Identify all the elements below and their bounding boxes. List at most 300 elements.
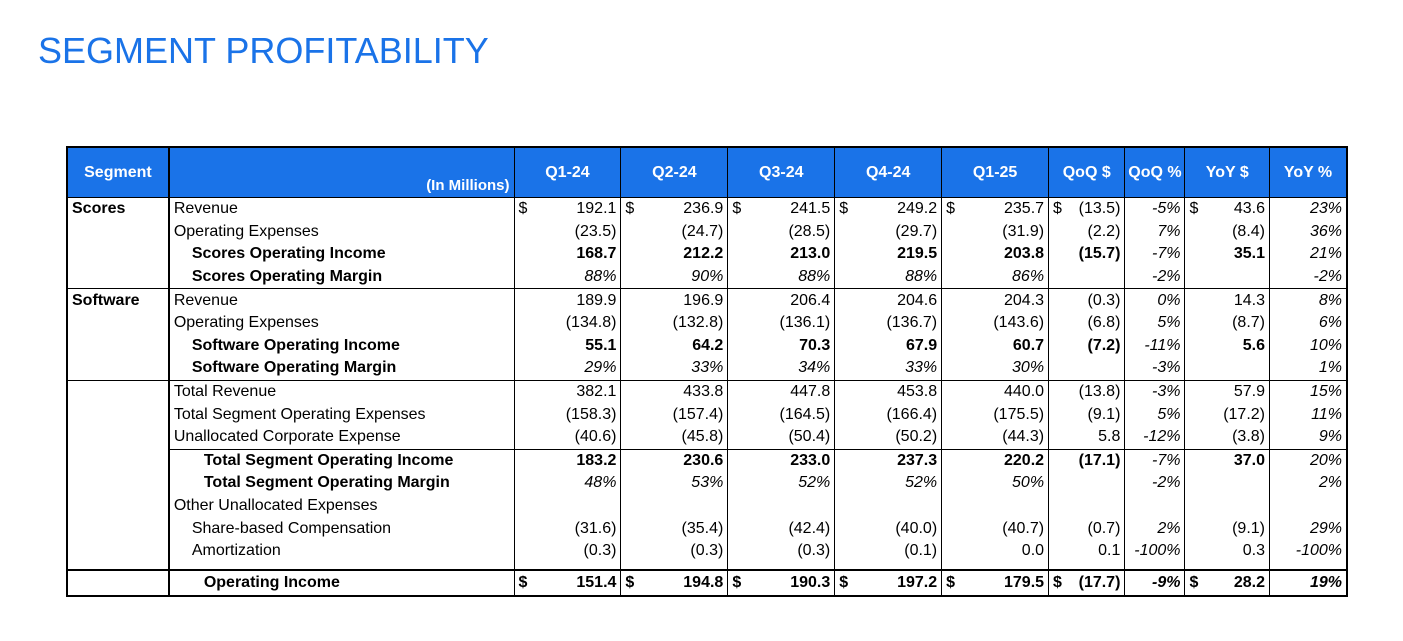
cell-q2-24 bbox=[621, 221, 728, 244]
cell-q1-25 bbox=[942, 570, 1049, 596]
table-row bbox=[67, 570, 1347, 596]
currency-symbol: $ bbox=[839, 573, 849, 591]
cell-q1-24 bbox=[514, 198, 621, 221]
cell-qoq-pct bbox=[1125, 403, 1185, 426]
cell-q1-25 bbox=[942, 357, 1049, 380]
cell-qoq-dollar bbox=[1049, 495, 1125, 518]
cell-qoq-dollar bbox=[1049, 289, 1125, 312]
cell-q3-24 bbox=[728, 426, 835, 449]
cell-value: 86% bbox=[1012, 268, 1045, 286]
cell-q4-24 bbox=[835, 221, 942, 244]
cell-yoy-pct bbox=[1270, 495, 1348, 518]
cell-qoq-dollar bbox=[1049, 517, 1125, 540]
cell-q1-25 bbox=[942, 426, 1049, 449]
cell-q2-24 bbox=[621, 289, 728, 312]
cell-q1-25 bbox=[942, 472, 1049, 495]
cell-q4-24 bbox=[835, 426, 942, 449]
cell-yoy-dollar bbox=[1185, 495, 1270, 518]
cell-value: (134.8) bbox=[565, 314, 617, 332]
cell-value: 440.0 bbox=[1004, 383, 1045, 401]
cell-value: (6.8) bbox=[1087, 314, 1121, 332]
cell-qoq-dollar bbox=[1049, 312, 1125, 335]
cell-q1-25 bbox=[942, 563, 1049, 570]
table-row bbox=[67, 495, 1347, 518]
cell-value: (40.6) bbox=[574, 428, 617, 446]
cell-q4-24 bbox=[835, 335, 942, 358]
cell-value: 57.9 bbox=[1233, 383, 1265, 401]
cell-value: (143.6) bbox=[993, 314, 1045, 332]
cell-value: 21% bbox=[1309, 245, 1342, 263]
header-qoq-dollar: QoQ $ bbox=[1049, 147, 1125, 198]
segment-cell bbox=[67, 472, 169, 495]
cell-qoq-dollar bbox=[1049, 335, 1125, 358]
currency-symbol: $ bbox=[625, 200, 635, 218]
cell-value: (23.5) bbox=[574, 222, 617, 240]
cell-qoq-pct bbox=[1125, 426, 1185, 449]
cell-qoq-pct bbox=[1125, 335, 1185, 358]
currency-symbol: $ bbox=[946, 200, 956, 218]
cell-qoq-pct bbox=[1125, 472, 1185, 495]
cell-q3-24 bbox=[728, 563, 835, 570]
cell-qoq-dollar bbox=[1049, 266, 1125, 289]
cell-value: 35.1 bbox=[1233, 245, 1265, 263]
cell-q2-24 bbox=[621, 540, 728, 563]
cell-yoy-pct bbox=[1270, 472, 1348, 495]
cell-value: 6% bbox=[1318, 314, 1342, 332]
cell-value: (8.7) bbox=[1232, 314, 1265, 332]
cell-value: 213.0 bbox=[790, 245, 831, 263]
cell-value: 241.5 bbox=[790, 200, 831, 218]
cell-value: (166.4) bbox=[886, 405, 938, 423]
cell-q1-24 bbox=[514, 449, 621, 472]
cell-yoy-dollar bbox=[1185, 266, 1270, 289]
header-row bbox=[67, 147, 1347, 198]
cell-value: (0.7) bbox=[1087, 519, 1121, 537]
cell-value: 382.1 bbox=[576, 383, 617, 401]
cell-value: (40.7) bbox=[1002, 519, 1045, 537]
cell-value: 2% bbox=[1157, 519, 1181, 537]
row-label: Scores Operating Income bbox=[169, 243, 514, 266]
cell-value: 10% bbox=[1309, 336, 1342, 354]
cell-value: 192.1 bbox=[576, 200, 617, 218]
cell-q2-24 bbox=[621, 426, 728, 449]
cell-value: (0.3) bbox=[690, 542, 724, 560]
cell-qoq-pct bbox=[1125, 449, 1185, 472]
cell-value: 2% bbox=[1318, 474, 1342, 492]
cell-value: -3% bbox=[1152, 359, 1181, 377]
cell-value: 28.2 bbox=[1233, 573, 1265, 591]
cell-q1-24 bbox=[514, 426, 621, 449]
cell-value: -12% bbox=[1143, 428, 1181, 446]
cell-value: -2% bbox=[1152, 268, 1181, 286]
row-label: Share-based Compensation bbox=[169, 517, 514, 540]
cell-value: (40.0) bbox=[895, 519, 938, 537]
row-label: Total Segment Operating Margin bbox=[169, 472, 514, 495]
cell-value: 0.0 bbox=[1021, 542, 1045, 560]
cell-qoq-dollar bbox=[1049, 472, 1125, 495]
cell-qoq-pct bbox=[1125, 495, 1185, 518]
cell-yoy-pct bbox=[1270, 335, 1348, 358]
cell-q4-24 bbox=[835, 312, 942, 335]
cell-value: (164.5) bbox=[779, 405, 831, 423]
cell-value: (35.4) bbox=[681, 519, 724, 537]
cell-value: 190.3 bbox=[790, 573, 831, 591]
table-row bbox=[67, 540, 1347, 563]
cell-qoq-dollar bbox=[1049, 243, 1125, 266]
currency-symbol: $ bbox=[839, 200, 849, 218]
cell-q1-25 bbox=[942, 221, 1049, 244]
cell-value: 19% bbox=[1309, 573, 1342, 591]
cell-q2-24 bbox=[621, 570, 728, 596]
segment-cell bbox=[67, 449, 169, 472]
cell-value: 206.4 bbox=[790, 291, 831, 309]
page-title: SEGMENT PROFITABILITY bbox=[38, 30, 489, 71]
cell-value: -100% bbox=[1134, 542, 1181, 560]
cell-q4-24 bbox=[835, 517, 942, 540]
cell-value: (17.1) bbox=[1078, 451, 1121, 469]
cell-q1-25 bbox=[942, 335, 1049, 358]
cell-yoy-dollar bbox=[1185, 221, 1270, 244]
currency-symbol: $ bbox=[1053, 573, 1062, 591]
cell-q4-24 bbox=[835, 472, 942, 495]
cell-q1-24 bbox=[514, 357, 621, 380]
row-label: Operating Income bbox=[169, 570, 514, 596]
cell-yoy-dollar bbox=[1185, 449, 1270, 472]
cell-yoy-dollar bbox=[1185, 289, 1270, 312]
cell-yoy-dollar bbox=[1185, 243, 1270, 266]
currency-symbol: $ bbox=[732, 200, 742, 218]
segment-cell bbox=[67, 403, 169, 426]
cell-q1-25 bbox=[942, 540, 1049, 563]
row-label: Total Segment Operating Expenses bbox=[169, 403, 514, 426]
row-label: Operating Expenses bbox=[169, 221, 514, 244]
table-row bbox=[67, 449, 1347, 472]
row-label: Unallocated Corporate Expense bbox=[169, 426, 514, 449]
cell-yoy-pct bbox=[1270, 563, 1348, 570]
cell-value: 230.6 bbox=[683, 451, 724, 469]
table-row bbox=[67, 289, 1347, 312]
cell-q3-24 bbox=[728, 403, 835, 426]
cell-value: (157.4) bbox=[672, 405, 724, 423]
cell-value: (9.1) bbox=[1232, 519, 1265, 537]
cell-qoq-pct bbox=[1125, 517, 1185, 540]
cell-value: 64.2 bbox=[692, 336, 724, 354]
cell-q2-24 bbox=[621, 266, 728, 289]
segment-scores: Scores bbox=[67, 198, 169, 221]
currency-symbol: $ bbox=[518, 200, 528, 218]
cell-value: 194.8 bbox=[683, 573, 724, 591]
cell-q3-24 bbox=[728, 289, 835, 312]
cell-qoq-pct bbox=[1125, 289, 1185, 312]
cell-qoq-pct bbox=[1125, 570, 1185, 596]
cell-q2-24 bbox=[621, 517, 728, 540]
cell-value: 237.3 bbox=[897, 451, 938, 469]
segment-cell bbox=[67, 540, 169, 563]
cell-q3-24 bbox=[728, 198, 835, 221]
cell-yoy-dollar bbox=[1185, 335, 1270, 358]
cell-q4-24 bbox=[835, 540, 942, 563]
segment-profitability-table bbox=[66, 146, 1348, 597]
cell-q1-25 bbox=[942, 517, 1049, 540]
cell-qoq-dollar bbox=[1049, 540, 1125, 563]
cell-q1-24 bbox=[514, 403, 621, 426]
cell-yoy-dollar bbox=[1185, 198, 1270, 221]
cell-value: 5% bbox=[1157, 405, 1181, 423]
cell-q1-24 bbox=[514, 380, 621, 403]
cell-q1-24 bbox=[514, 243, 621, 266]
cell-value: 151.4 bbox=[576, 573, 617, 591]
cell-q3-24 bbox=[728, 312, 835, 335]
cell-qoq-pct bbox=[1125, 221, 1185, 244]
cell-qoq-pct bbox=[1125, 266, 1185, 289]
cell-value: 1% bbox=[1318, 359, 1342, 377]
cell-yoy-dollar bbox=[1185, 426, 1270, 449]
cell-value: 20% bbox=[1309, 451, 1342, 469]
cell-q2-24 bbox=[621, 449, 728, 472]
cell-value: 5.6 bbox=[1242, 336, 1265, 354]
cell-value: (50.4) bbox=[788, 428, 831, 446]
header-q4-24: Q4-24 bbox=[835, 147, 942, 198]
cell-value: 433.8 bbox=[683, 383, 724, 401]
cell-q2-24 bbox=[621, 495, 728, 518]
cell-value: (31.9) bbox=[1002, 222, 1045, 240]
cell-value: 233.0 bbox=[790, 451, 831, 469]
cell-value: -3% bbox=[1152, 383, 1181, 401]
cell-value: (132.8) bbox=[672, 314, 724, 332]
cell-value: 0% bbox=[1157, 291, 1181, 309]
cell-value: (9.1) bbox=[1087, 405, 1121, 423]
cell-q2-24 bbox=[621, 380, 728, 403]
header-q1-24: Q1-24 bbox=[514, 147, 621, 198]
cell-yoy-dollar bbox=[1185, 312, 1270, 335]
cell-yoy-pct bbox=[1270, 426, 1348, 449]
table-row bbox=[67, 266, 1347, 289]
cell-q1-25 bbox=[942, 403, 1049, 426]
table-row bbox=[67, 243, 1347, 266]
cell-qoq-pct bbox=[1125, 563, 1185, 570]
cell-q1-25 bbox=[942, 266, 1049, 289]
cell-yoy-pct bbox=[1270, 357, 1348, 380]
cell-value: 7% bbox=[1157, 222, 1181, 240]
cell-value: 447.8 bbox=[790, 383, 831, 401]
cell-q4-24 bbox=[835, 495, 942, 518]
currency-symbol: $ bbox=[1053, 200, 1062, 218]
cell-value: (0.1) bbox=[904, 542, 938, 560]
segment-cell bbox=[67, 570, 169, 596]
cell-value: (136.7) bbox=[886, 314, 938, 332]
cell-value: (24.7) bbox=[681, 222, 724, 240]
cell-qoq-pct bbox=[1125, 198, 1185, 221]
table-row bbox=[67, 312, 1347, 335]
cell-value: 29% bbox=[1309, 519, 1342, 537]
table-row bbox=[67, 426, 1347, 449]
cell-value: 70.3 bbox=[799, 336, 831, 354]
segment-cell bbox=[67, 243, 169, 266]
cell-value: 14.3 bbox=[1233, 291, 1265, 309]
row-label bbox=[169, 563, 514, 570]
cell-q4-24 bbox=[835, 198, 942, 221]
table-row bbox=[67, 472, 1347, 495]
cell-yoy-dollar bbox=[1185, 570, 1270, 596]
cell-value: -100% bbox=[1295, 542, 1342, 560]
currency-symbol: $ bbox=[625, 573, 635, 591]
cell-value: 52% bbox=[905, 474, 938, 492]
cell-q3-24 bbox=[728, 221, 835, 244]
row-label: Software Operating Income bbox=[169, 335, 514, 358]
segment-cell bbox=[67, 335, 169, 358]
row-label: Scores Operating Margin bbox=[169, 266, 514, 289]
cell-value: 34% bbox=[798, 359, 831, 377]
header-qoq-pct: QoQ % bbox=[1125, 147, 1185, 198]
cell-value: 220.2 bbox=[1004, 451, 1045, 469]
cell-value: (3.8) bbox=[1232, 428, 1265, 446]
cell-value: 50% bbox=[1012, 474, 1045, 492]
row-label: Software Operating Margin bbox=[169, 357, 514, 380]
row-label: Total Segment Operating Income bbox=[169, 449, 514, 472]
cell-q2-24 bbox=[621, 403, 728, 426]
cell-value: (136.1) bbox=[779, 314, 831, 332]
cell-value: (28.5) bbox=[788, 222, 831, 240]
cell-value: 197.2 bbox=[897, 573, 938, 591]
cell-value: 8% bbox=[1318, 291, 1342, 309]
cell-q2-24 bbox=[621, 357, 728, 380]
table-row bbox=[67, 221, 1347, 244]
cell-value: (17.7) bbox=[1078, 573, 1121, 591]
cell-qoq-dollar bbox=[1049, 198, 1125, 221]
cell-q1-24 bbox=[514, 312, 621, 335]
segment-cell bbox=[67, 312, 169, 335]
cell-value: 219.5 bbox=[897, 245, 938, 263]
cell-q1-25 bbox=[942, 380, 1049, 403]
cell-q1-25 bbox=[942, 198, 1049, 221]
cell-q2-24 bbox=[621, 243, 728, 266]
segment-software: Software bbox=[67, 289, 169, 312]
cell-yoy-dollar bbox=[1185, 540, 1270, 563]
cell-q2-24 bbox=[621, 335, 728, 358]
table-row bbox=[67, 403, 1347, 426]
cell-value: 67.9 bbox=[906, 336, 938, 354]
cell-q4-24 bbox=[835, 357, 942, 380]
header-yoy-dollar: YoY $ bbox=[1185, 147, 1270, 198]
table-row bbox=[67, 357, 1347, 380]
cell-value: (7.2) bbox=[1087, 336, 1121, 354]
cell-yoy-dollar bbox=[1185, 472, 1270, 495]
cell-q3-24 bbox=[728, 570, 835, 596]
row-label: Amortization bbox=[169, 540, 514, 563]
cell-qoq-dollar bbox=[1049, 380, 1125, 403]
cell-value: -5% bbox=[1152, 200, 1181, 218]
cell-value: 168.7 bbox=[576, 245, 617, 263]
cell-q4-24 bbox=[835, 449, 942, 472]
cell-q3-24 bbox=[728, 449, 835, 472]
cell-value: 90% bbox=[691, 268, 724, 286]
segment-cell bbox=[67, 357, 169, 380]
cell-q3-24 bbox=[728, 266, 835, 289]
cell-value: 203.8 bbox=[1004, 245, 1045, 263]
cell-qoq-pct bbox=[1125, 243, 1185, 266]
cell-value: 453.8 bbox=[897, 383, 938, 401]
cell-value: (29.7) bbox=[895, 222, 938, 240]
row-label: Other Unallocated Expenses bbox=[169, 495, 514, 518]
currency-symbol: $ bbox=[732, 573, 742, 591]
cell-value: -9% bbox=[1152, 573, 1181, 591]
segment-cell bbox=[67, 221, 169, 244]
table-row bbox=[67, 198, 1347, 221]
cell-q1-25 bbox=[942, 243, 1049, 266]
header-q2-24: Q2-24 bbox=[621, 147, 728, 198]
cell-value: 236.9 bbox=[683, 200, 724, 218]
cell-yoy-pct bbox=[1270, 403, 1348, 426]
cell-value: (2.2) bbox=[1087, 222, 1121, 240]
segment-cell bbox=[67, 563, 169, 570]
cell-value: 183.2 bbox=[576, 451, 617, 469]
table-row bbox=[67, 517, 1347, 540]
cell-value: (45.8) bbox=[681, 428, 724, 446]
cell-q3-24 bbox=[728, 243, 835, 266]
cell-yoy-pct bbox=[1270, 289, 1348, 312]
cell-value: 55.1 bbox=[585, 336, 617, 354]
header-yoy-pct: YoY % bbox=[1270, 147, 1348, 198]
cell-value: 43.6 bbox=[1233, 200, 1265, 218]
cell-q3-24 bbox=[728, 517, 835, 540]
cell-q1-24 bbox=[514, 289, 621, 312]
cell-qoq-dollar bbox=[1049, 357, 1125, 380]
cell-value: (42.4) bbox=[788, 519, 831, 537]
cell-value: 196.9 bbox=[683, 291, 724, 309]
cell-q3-24 bbox=[728, 540, 835, 563]
cell-q4-24 bbox=[835, 403, 942, 426]
cell-q1-25 bbox=[942, 495, 1049, 518]
cell-qoq-pct bbox=[1125, 357, 1185, 380]
cell-q1-24 bbox=[514, 472, 621, 495]
currency-symbol: $ bbox=[1189, 200, 1199, 218]
cell-yoy-pct bbox=[1270, 380, 1348, 403]
cell-q4-24 bbox=[835, 266, 942, 289]
cell-value: 212.2 bbox=[683, 245, 724, 263]
cell-value: (13.8) bbox=[1078, 383, 1121, 401]
cell-qoq-pct bbox=[1125, 540, 1185, 563]
cell-value: (0.3) bbox=[1087, 291, 1121, 309]
cell-value: 0.1 bbox=[1098, 542, 1121, 560]
cell-value: 60.7 bbox=[1012, 336, 1045, 354]
header-q1-25: Q1-25 bbox=[942, 147, 1049, 198]
cell-q3-24 bbox=[728, 495, 835, 518]
cell-value: (17.2) bbox=[1223, 405, 1265, 423]
row-label: Revenue bbox=[169, 289, 514, 312]
cell-yoy-pct bbox=[1270, 312, 1348, 335]
header-q3-24: Q3-24 bbox=[728, 147, 835, 198]
segment-profitability-table-container bbox=[66, 146, 1348, 597]
cell-yoy-pct bbox=[1270, 198, 1348, 221]
cell-value: 88% bbox=[584, 268, 617, 286]
cell-qoq-dollar bbox=[1049, 563, 1125, 570]
cell-yoy-pct bbox=[1270, 449, 1348, 472]
cell-value: -7% bbox=[1152, 451, 1181, 469]
cell-yoy-dollar bbox=[1185, 357, 1270, 380]
segment-cell bbox=[67, 495, 169, 518]
cell-value: 53% bbox=[691, 474, 724, 492]
cell-yoy-pct bbox=[1270, 570, 1348, 596]
cell-q4-24 bbox=[835, 243, 942, 266]
cell-value: (0.3) bbox=[797, 542, 831, 560]
cell-value: 33% bbox=[905, 359, 938, 377]
cell-value: 5% bbox=[1157, 314, 1181, 332]
cell-value: 0.3 bbox=[1242, 542, 1265, 560]
cell-qoq-pct bbox=[1125, 312, 1185, 335]
cell-value: 15% bbox=[1309, 383, 1342, 401]
spacer-row bbox=[67, 563, 1347, 570]
cell-q1-24 bbox=[514, 221, 621, 244]
